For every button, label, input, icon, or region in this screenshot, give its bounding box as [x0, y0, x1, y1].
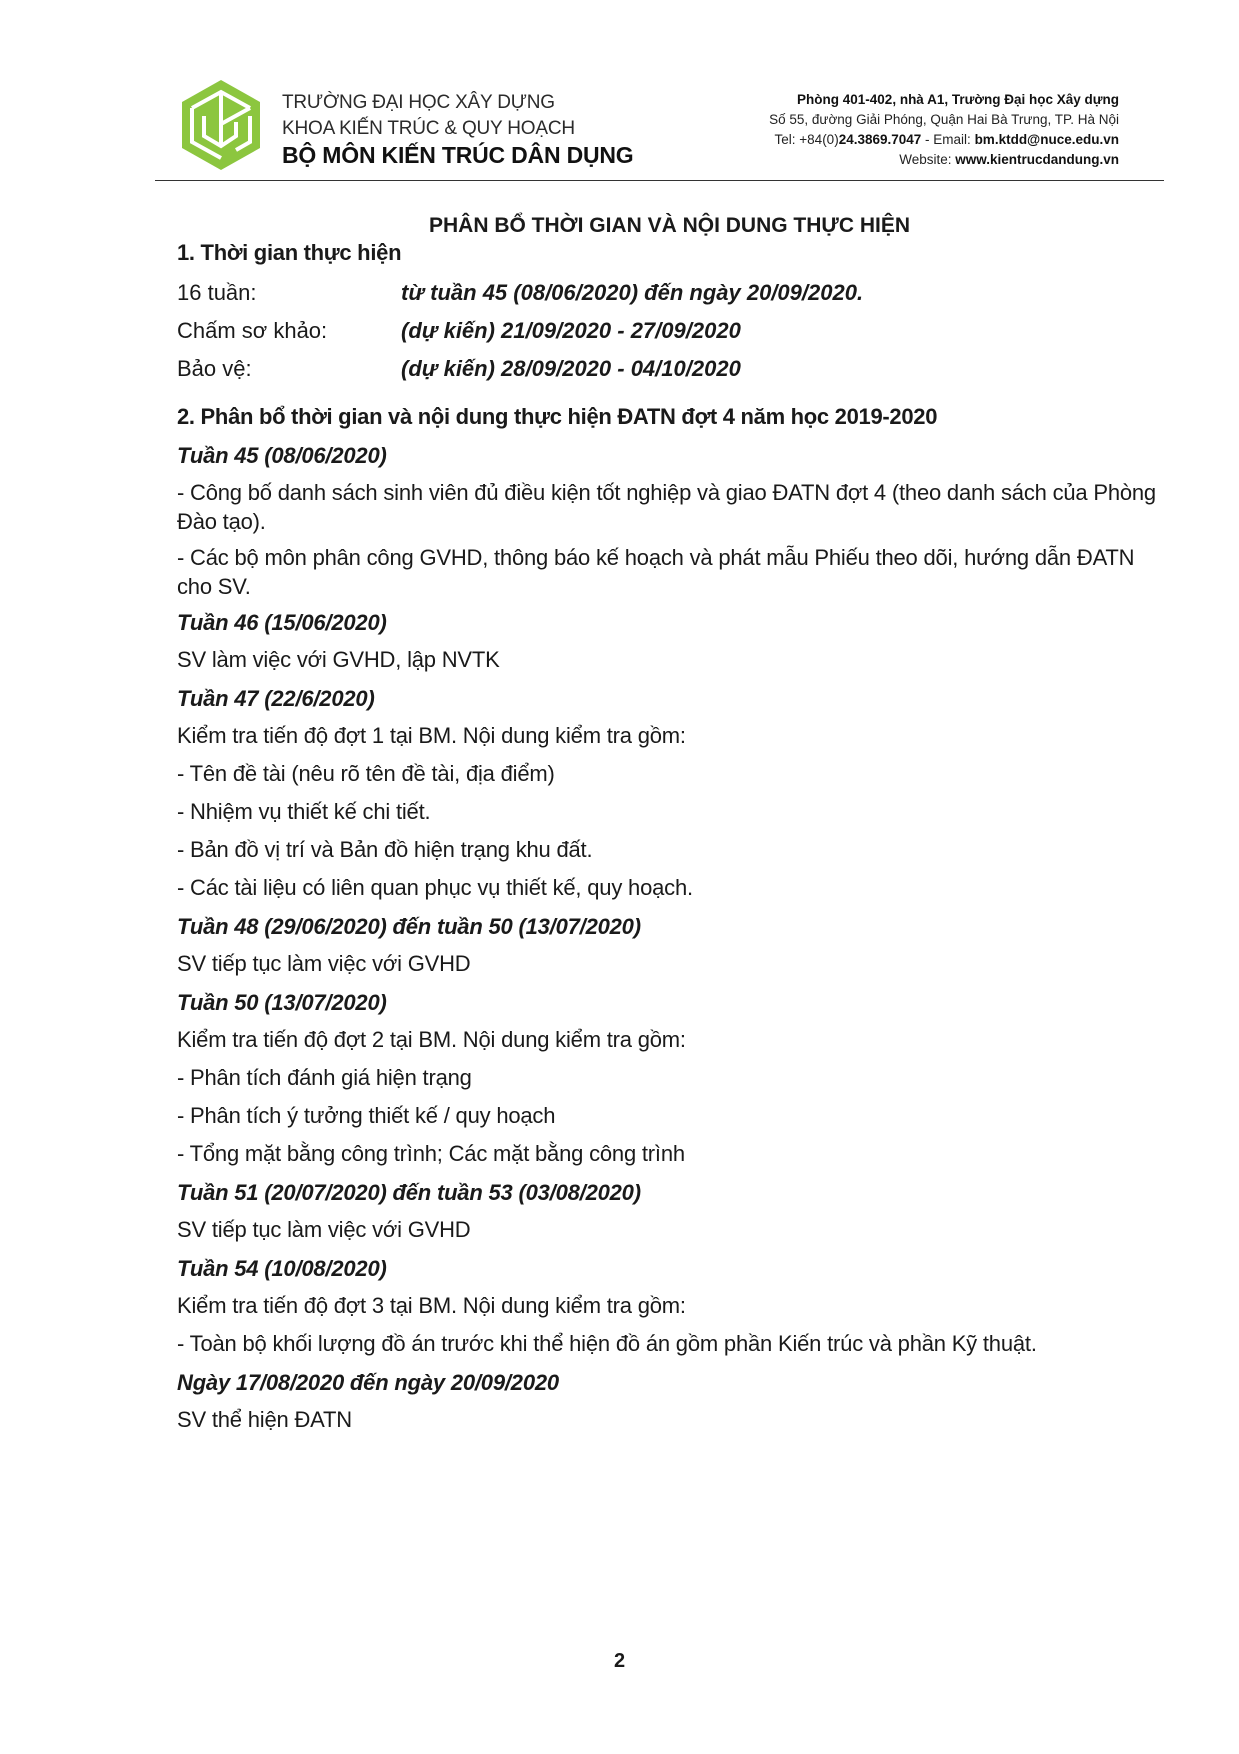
- tel-number: 24.3869.7047: [838, 132, 922, 147]
- paragraph: SV tiếp tục làm việc với GVHD: [177, 1217, 471, 1242]
- department-name: BỘ MÔN KIẾN TRÚC DÂN DỤNG: [282, 142, 634, 168]
- paragraph: - Phân tích ý tưởng thiết kế / quy hoạch: [177, 1103, 556, 1128]
- paragraph: Kiểm tra tiến độ đợt 2 tại BM. Nội dung kiểm tra gồm:: [177, 1027, 686, 1052]
- paragraph: - Bản đồ vị trí và Bản đồ hiện trạng khu đất.: [177, 837, 593, 862]
- week-heading: Tuần 50 (13/07/2020): [177, 990, 387, 1015]
- email-address[interactable]: bm.ktdd@nuce.edu.vn: [974, 132, 1119, 147]
- paragraph: - Tổng mặt bằng công trình; Các mặt bằng công trình: [177, 1141, 685, 1166]
- page-number: 2: [613, 1650, 626, 1672]
- paragraph: SV tiếp tục làm việc với GVHD: [177, 951, 471, 976]
- schedule-row: 16 tuần: từ tuần 45 (08/06/2020) đến ngày 20/09/2020.: [177, 280, 864, 305]
- week-heading: Tuần 45 (08/06/2020): [177, 443, 387, 468]
- paragraph: SV làm việc với GVHD, lập NVTK: [177, 647, 500, 672]
- paragraph: - Tên đề tài (nêu rõ tên đề tài, địa điểm): [177, 761, 555, 786]
- paragraph: - Các tài liệu có liên quan phục vụ thiết kế, quy hoạch.: [177, 875, 693, 900]
- paragraph: SV thể hiện ĐATN: [177, 1407, 352, 1432]
- paragraph: Kiểm tra tiến độ đợt 3 tại BM. Nội dung kiểm tra gồm:: [177, 1293, 686, 1318]
- university-logo: [180, 78, 262, 172]
- website-line: Website: www.kientrucdandung.vn: [899, 152, 1119, 167]
- paragraph: - Công bố danh sách sinh viên đủ điều kiện tốt nghiệp và giao ĐATN đợt 4 (theo danh sách của Phòng Đào tạo).: [177, 480, 1156, 534]
- week-heading: Ngày 17/08/2020 đến ngày 20/09/2020: [177, 1370, 559, 1395]
- paragraph: - Nhiệm vụ thiết kế chi tiết.: [177, 799, 431, 824]
- section-2-heading: 2. Phân bổ thời gian và nội dung thực hiện ĐATN đợt 4 năm học 2019-2020: [177, 404, 938, 429]
- week-heading: Tuần 54 (10/08/2020): [177, 1256, 387, 1281]
- tel-email-line: Tel: +84(0)24.3869.7047 - Email: bm.ktdd@nuce.edu.vn: [774, 132, 1119, 147]
- schedule-row: Chấm sơ khảo: (dự kiến) 21/09/2020 - 27/09/2020: [177, 318, 741, 343]
- header-divider: [155, 180, 1164, 181]
- document-title: PHÂN BỔ THỜI GIAN VÀ NỘI DUNG THỰC HIỆN: [428, 214, 910, 237]
- contact-block: [769, 90, 1119, 170]
- website-link[interactable]: www.kientrucdandung.vn: [955, 152, 1119, 167]
- paragraph: - Phân tích đánh giá hiện trạng: [177, 1065, 472, 1090]
- schedule-row: Bảo vệ: (dự kiến) 28/09/2020 - 04/10/2020: [177, 356, 741, 381]
- faculty-name: KHOA KIẾN TRÚC & QUY HOẠCH: [282, 118, 575, 139]
- address-line-2: Số 55, đường Giải Phóng, Quận Hai Bà Trưng, TP. Hà Nội: [769, 112, 1119, 127]
- week-heading: Tuần 48 (29/06/2020) đến tuần 50 (13/07/2020): [177, 914, 641, 939]
- paragraph: Kiểm tra tiến độ đợt 1 tại BM. Nội dung kiểm tra gồm:: [177, 723, 686, 748]
- section-1-heading: 1. Thời gian thực hiện: [177, 240, 402, 265]
- university-name: TRƯỜNG ĐẠI HỌC XÂY DỰNG: [282, 92, 555, 113]
- paragraph: - Các bộ môn phân công GVHD, thông báo kế hoạch và phát mẫu Phiếu theo dõi, hướng dẫn ĐATN cho SV.: [177, 545, 1135, 599]
- organization-block: [282, 90, 634, 168]
- week-heading: Tuần 46 (15/06/2020): [177, 610, 387, 635]
- week-heading: Tuần 51 (20/07/2020) đến tuần 53 (03/08/2020): [177, 1180, 641, 1205]
- week-heading: Tuần 47 (22/6/2020): [177, 686, 375, 711]
- paragraph: - Toàn bộ khối lượng đồ án trước khi thể hiện đồ án gồm phần Kiến trúc và phần Kỹ thuật.: [177, 1331, 1037, 1356]
- address-line-1: Phòng 401-402, nhà A1, Trường Đại học Xây dựng: [797, 92, 1119, 107]
